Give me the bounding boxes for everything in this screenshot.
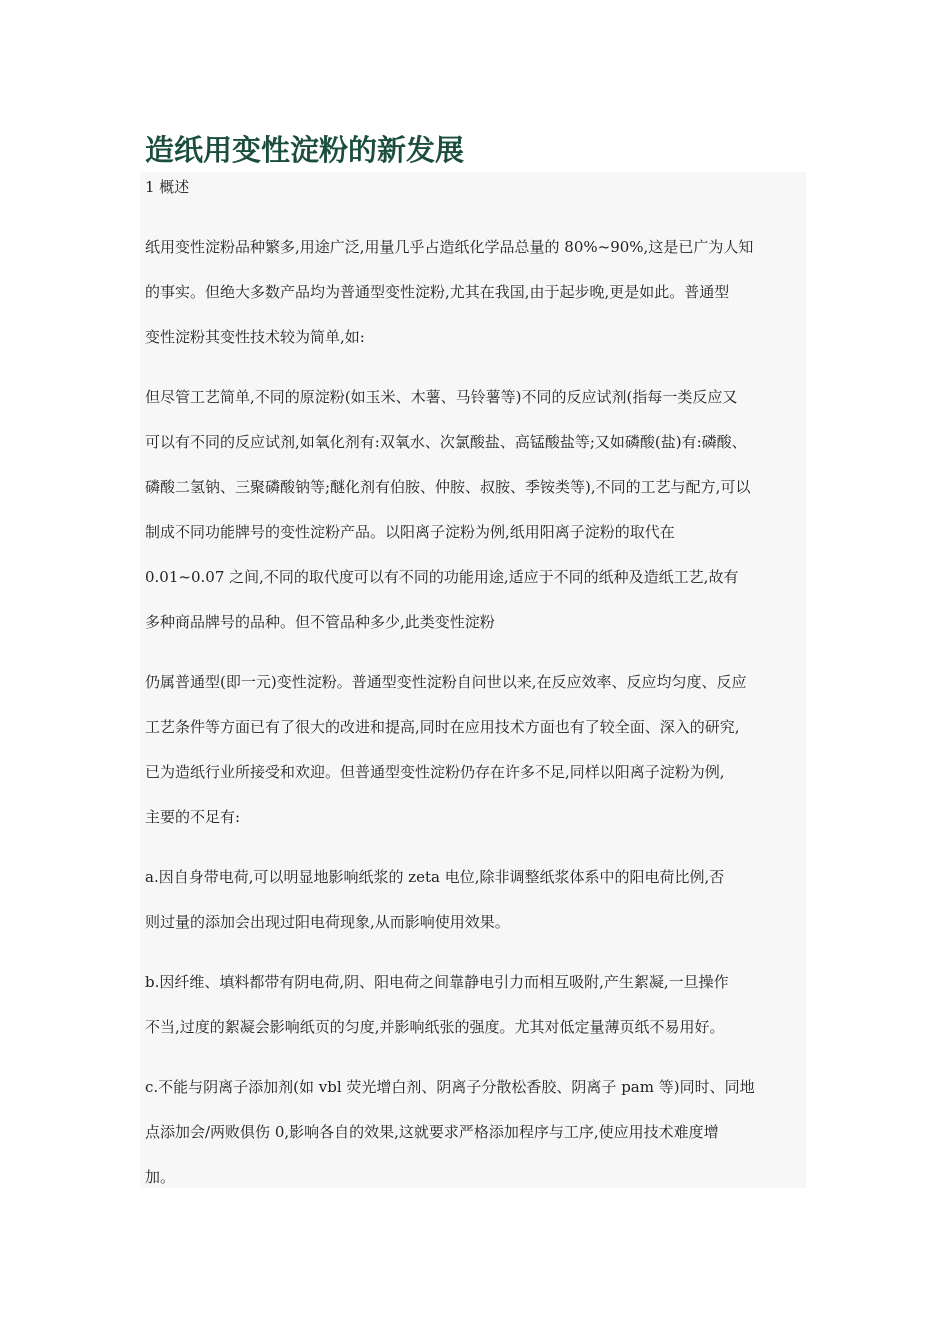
- list-item-c-line: c.不能与阴离子添加剂(如 vbl 荧光增白剂、阴离子分散松香胶、阴离子 pam 等)同时、同地: [145, 1078, 755, 1096]
- list-item-a-line: 则过量的添加会出现过阳电荷现象,从而影响使用效果。: [145, 913, 510, 931]
- list-item-b-line: 不当,过度的絮凝会影响纸页的匀度,并影响纸张的强度。尤其对低定量薄页纸不易用好。: [145, 1018, 725, 1036]
- paragraph-line: 仍属普通型(即一元)变性淀粉。普通型变性淀粉自问世以来,在反应效率、反应均匀度、反应: [145, 673, 747, 691]
- paragraph-line: 纸用变性淀粉品种繁多,用途广泛,用量几乎占造纸化学品总量的 80%~90%,这是已广为人知: [145, 238, 754, 256]
- paragraph-line: 但尽管工艺简单,不同的原淀粉(如玉米、木薯、马铃薯等)不同的反应试剂(指每一类反应又: [145, 388, 738, 406]
- list-item-a-line: a.因自身带电荷,可以明显地影响纸浆的 zeta 电位,除非调整纸浆体系中的阳电荷比例,否: [145, 868, 725, 886]
- paragraph-line: 的事实。但绝大多数产品均为普通型变性淀粉,尤其在我国,由于起步晚,更是如此。普通型: [145, 283, 730, 301]
- paragraph-line: 工艺条件等方面已有了很大的改进和提高,同时在应用技术方面也有了较全面、深入的研究,: [145, 718, 740, 736]
- paragraph-line: 主要的不足有:: [145, 808, 241, 826]
- list-item-c-line: 点添加会/两败俱伤 0,影响各自的效果,这就要求严格添加程序与工序,使应用技术难度增: [145, 1123, 719, 1141]
- paragraph-line: 多种商品牌号的品种。但不管品种多少,此类变性淀粉: [145, 613, 495, 631]
- paragraph-line: 磷酸二氢钠、三聚磷酸钠等;醚化剂有伯胺、仲胺、叔胺、季铵类等),不同的工艺与配方,可以: [145, 478, 751, 496]
- list-item-b-line: b.因纤维、填料都带有阴电荷,阴、阳电荷之间靠静电引力而相互吸附,产生絮凝,一旦操作: [145, 973, 729, 991]
- paragraph-line: 已为造纸行业所接受和欢迎。但普通型变性淀粉仍存在许多不足,同样以阳离子淀粉为例,: [145, 763, 725, 781]
- paragraph-line: 变性淀粉其变性技术较为简单,如:: [145, 328, 365, 346]
- list-item-c-line: 加。: [145, 1168, 176, 1186]
- page-title: 造纸用变性淀粉的新发展: [145, 133, 465, 167]
- paragraph-line: 0.01~0.07 之间,不同的取代度可以有不同的功能用途,适应于不同的纸种及造纸工艺,故有: [145, 568, 739, 586]
- paragraph-line: 可以有不同的反应试剂,如氧化剂有:双氧水、次氯酸盐、高锰酸盐等;又如磷酸(盐)有:磷酸、: [145, 433, 747, 451]
- section-heading: 1 概述: [145, 178, 190, 196]
- paragraph-line: 制成不同功能牌号的变性淀粉产品。以阳离子淀粉为例,纸用阳离子淀粉的取代在: [145, 523, 675, 541]
